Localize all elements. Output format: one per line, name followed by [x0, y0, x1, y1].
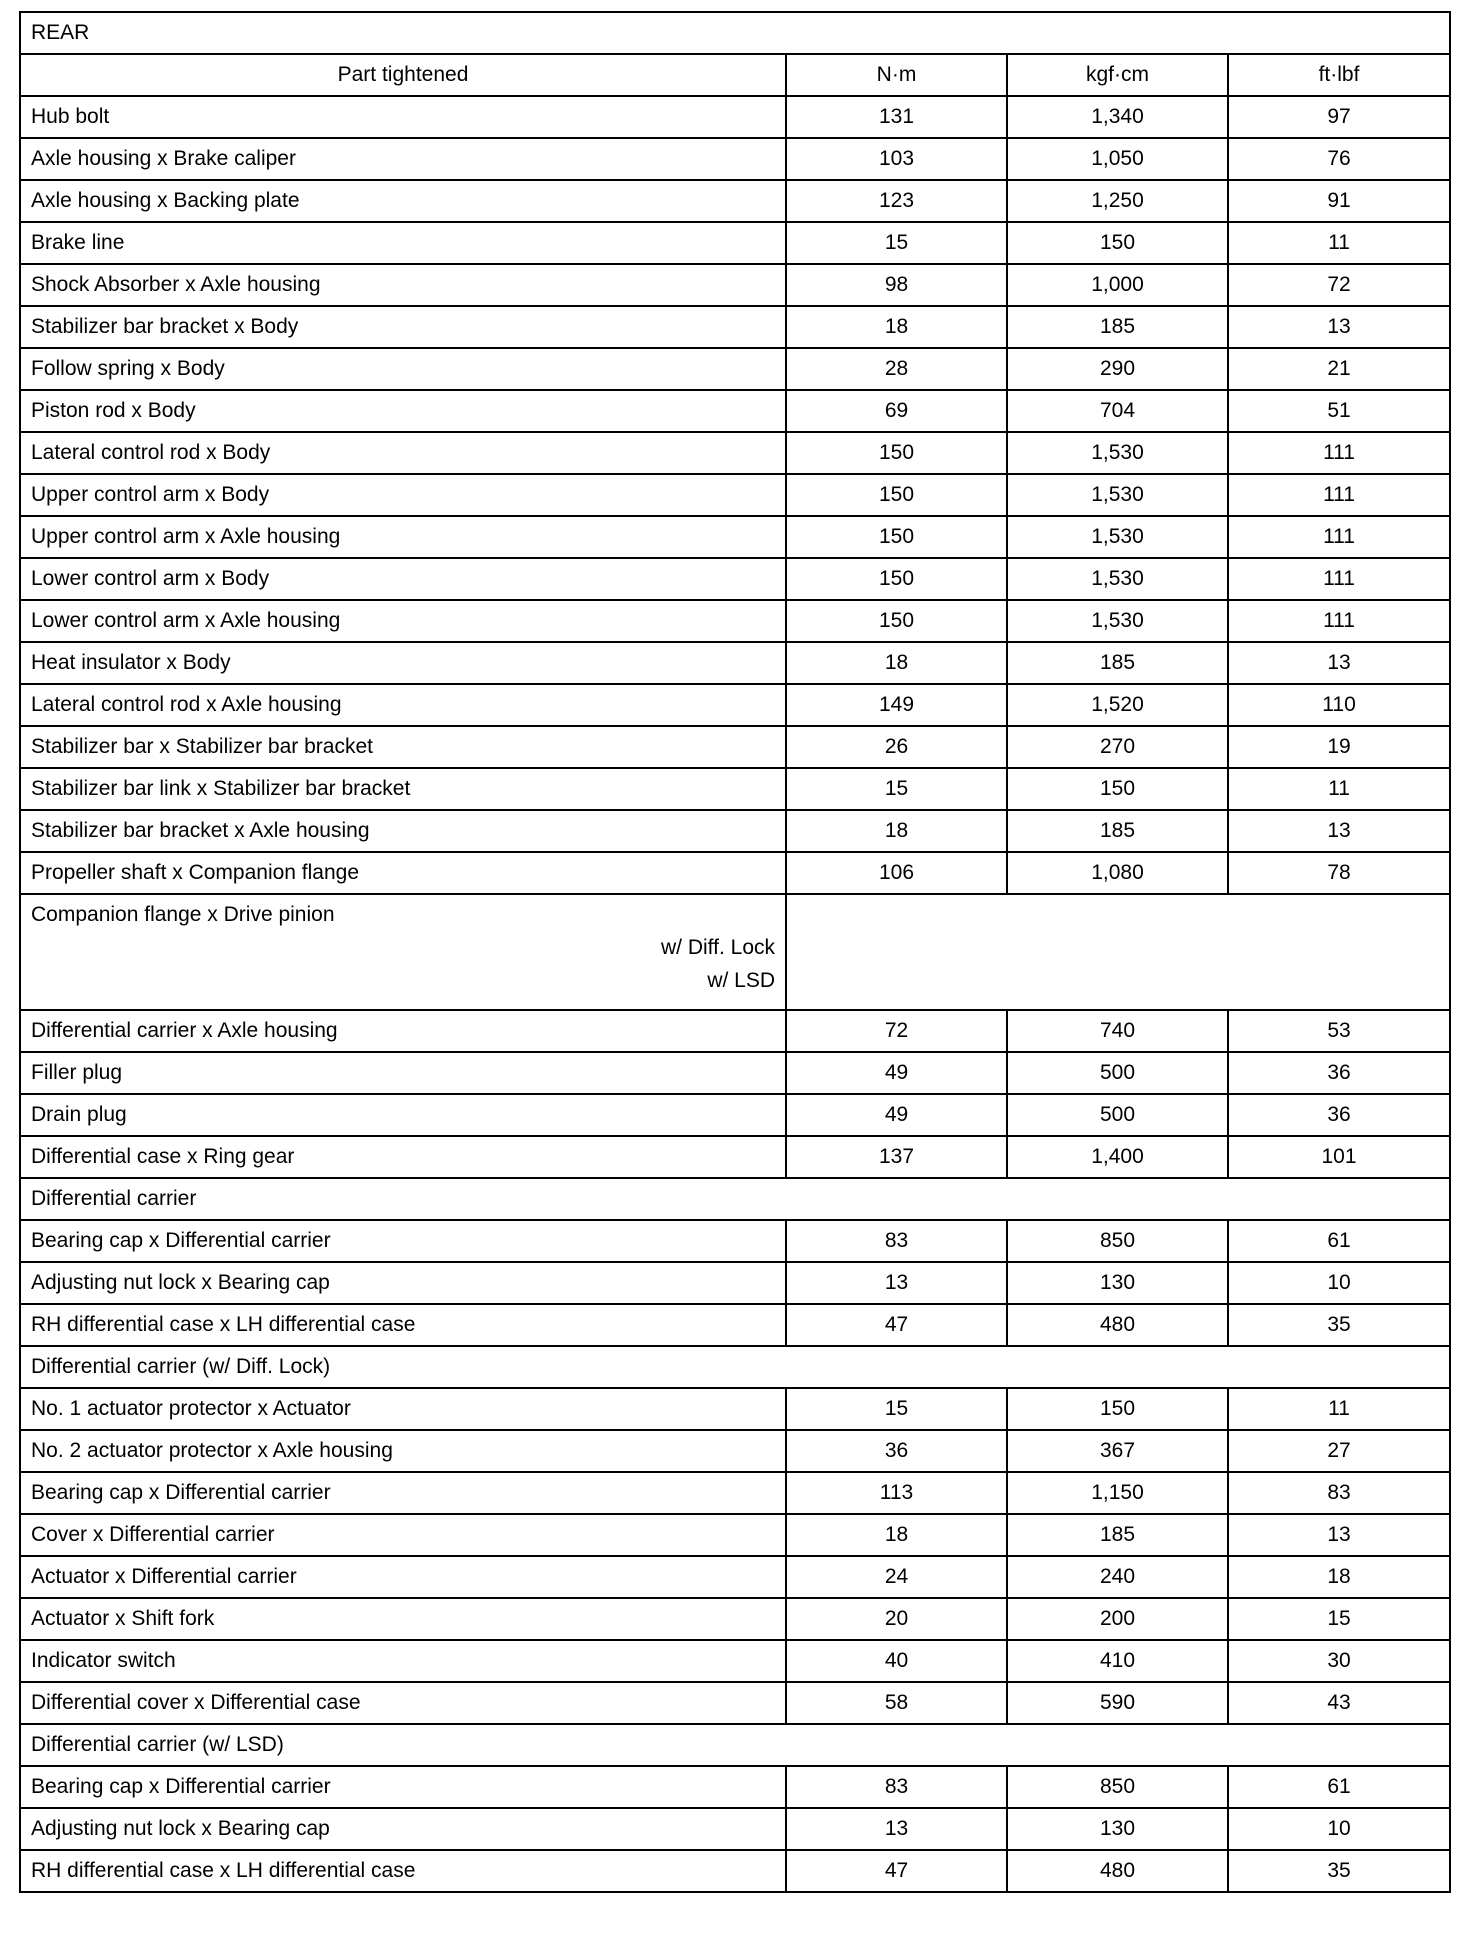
nm-cell: 98: [786, 264, 1007, 306]
nm-cell: 18: [786, 810, 1007, 852]
nm-cell: 131: [786, 96, 1007, 138]
part-cell: Lateral control rod x Body: [20, 432, 786, 474]
nm-cell: 137: [786, 1136, 1007, 1178]
part-cell: Lower control arm x Axle housing: [20, 600, 786, 642]
kgf-cm-cell: 1,400: [1007, 1136, 1228, 1178]
table-row: [20, 1556, 1450, 1598]
kgf-cm-cell: 1,530: [1007, 558, 1228, 600]
kgf-cm-cell: 1,050: [1007, 138, 1228, 180]
nm-cell: 72: [786, 1010, 1007, 1052]
table-row: [20, 642, 1450, 684]
part-cell: Hub bolt: [20, 96, 786, 138]
kgf-cm-cell: 185: [1007, 642, 1228, 684]
kgf-cm-cell: 150: [1007, 768, 1228, 810]
table-row: [20, 1808, 1450, 1850]
nm-cell: 103: [786, 138, 1007, 180]
part-cell: Stabilizer bar bracket x Body: [20, 306, 786, 348]
nm-cell: 40: [786, 1640, 1007, 1682]
kgf-cm-cell: 590: [1007, 1682, 1228, 1724]
ft-lbf-cell: 10: [1228, 1808, 1450, 1850]
part-cell: Upper control arm x Body: [20, 474, 786, 516]
part-cell: Stabilizer bar bracket x Axle housing: [20, 810, 786, 852]
kgf-cm-cell: 1,340: [1007, 96, 1228, 138]
nm-cell: 58: [786, 1682, 1007, 1724]
ft-lbf-cell: 30: [1228, 1640, 1450, 1682]
kgf-cm-cell: 240: [1007, 1556, 1228, 1598]
ft-lbf-cell: 36: [1228, 1094, 1450, 1136]
table-row: [20, 138, 1450, 180]
section-heading: Differential carrier (w/ LSD): [20, 1724, 1450, 1766]
part-cell: Actuator x Differential carrier: [20, 1556, 786, 1598]
ft-lbf-cell: 78: [1228, 852, 1450, 894]
part-cell: Propeller shaft x Companion flange: [20, 852, 786, 894]
table-row: [20, 1388, 1450, 1430]
table-row: [20, 1640, 1450, 1682]
part-cell: No. 2 actuator protector x Axle housing: [20, 1430, 786, 1472]
part-cell: Follow spring x Body: [20, 348, 786, 390]
table-row: [20, 768, 1450, 810]
ft-lbf-cell: 111: [1228, 474, 1450, 516]
table-row: [20, 1514, 1450, 1556]
table-row: [20, 516, 1450, 558]
kgf-cm-cell: 1,530: [1007, 600, 1228, 642]
ft-lbf-cell: 111: [1228, 432, 1450, 474]
table-row: [20, 1430, 1450, 1472]
nm-cell: 150: [786, 558, 1007, 600]
kgf-cm-cell: 290: [1007, 348, 1228, 390]
nm-cell: 106: [786, 852, 1007, 894]
kgf-cm-cell: 150: [1007, 1388, 1228, 1430]
ft-lbf-cell: 13: [1228, 810, 1450, 852]
ft-lbf-cell: 13: [1228, 306, 1450, 348]
nm-cell: 150: [786, 600, 1007, 642]
table-row: [20, 1094, 1450, 1136]
torque-table-body: [20, 12, 1450, 1892]
nm-cell: 47: [786, 1850, 1007, 1892]
kgf-cm-cell: 185: [1007, 810, 1228, 852]
part-cell: Drain plug: [20, 1094, 786, 1136]
nm-cell: 15: [786, 768, 1007, 810]
nm-cell: 18: [786, 642, 1007, 684]
part-cell: RH differential case x LH differential case: [20, 1850, 786, 1892]
nm-cell: 24: [786, 1556, 1007, 1598]
part-cell: Bearing cap x Differential carrier: [20, 1472, 786, 1514]
nm-cell: 47: [786, 1304, 1007, 1346]
ft-lbf-cell: 11: [1228, 222, 1450, 264]
kgf-cm-cell: 1,000: [1007, 264, 1228, 306]
ft-lbf-cell: 10: [1228, 1262, 1450, 1304]
section-row: [20, 1178, 1450, 1220]
ft-lbf-cell: 91: [1228, 180, 1450, 222]
nm-cell: 13: [786, 1808, 1007, 1850]
part-cell: Bearing cap x Differential carrier: [20, 1220, 786, 1262]
nm-cell: 15: [786, 222, 1007, 264]
ft-lbf-cell: 61: [1228, 1220, 1450, 1262]
ft-lbf-cell: 97: [1228, 96, 1450, 138]
ft-lbf-cell: 61: [1228, 1766, 1450, 1808]
nm-cell: 15: [786, 1388, 1007, 1430]
table-row: [20, 1766, 1450, 1808]
ft-lbf-cell: 18: [1228, 1556, 1450, 1598]
ft-lbf-cell: 35: [1228, 1304, 1450, 1346]
ft-lbf-cell: 110: [1228, 684, 1450, 726]
section-row: [20, 1724, 1450, 1766]
nm-cell: 28: [786, 348, 1007, 390]
part-cell: Cover x Differential carrier: [20, 1514, 786, 1556]
header-nm: N·m: [786, 54, 1007, 96]
nm-cell: 18: [786, 306, 1007, 348]
table-row: [20, 1598, 1450, 1640]
part-cell: Shock Absorber x Axle housing: [20, 264, 786, 306]
table-row: [20, 1472, 1450, 1514]
table-row: [20, 1682, 1450, 1724]
ft-lbf-cell: 72: [1228, 264, 1450, 306]
section-row: [20, 1346, 1450, 1388]
table-row: [20, 1304, 1450, 1346]
part-name: Companion flange x Drive pinion: [31, 903, 335, 926]
table-row: [20, 348, 1450, 390]
ft-lbf-cell: 21: [1228, 348, 1450, 390]
part-variant: w/ LSD: [707, 969, 775, 992]
kgf-cm-cell: 1,150: [1007, 1472, 1228, 1514]
table-row: [20, 1262, 1450, 1304]
part-variant: w/ Diff. Lock: [661, 936, 775, 959]
ft-lbf-cell: 76: [1228, 138, 1450, 180]
ft-lbf-cell: 53: [1228, 1010, 1450, 1052]
kgf-cm-cell: 1,530: [1007, 474, 1228, 516]
ft-lbf-cell: 36: [1228, 1052, 1450, 1094]
part-cell: No. 1 actuator protector x Actuator: [20, 1388, 786, 1430]
part-cell: Differential case x Ring gear: [20, 1136, 786, 1178]
nm-cell: 26: [786, 726, 1007, 768]
kgf-cm-cell: 1,250: [1007, 180, 1228, 222]
nm-cell: 113: [786, 1472, 1007, 1514]
table-row-multi: [20, 894, 1450, 1010]
nm-cell: 13: [786, 1262, 1007, 1304]
table-row: [20, 1052, 1450, 1094]
nm-cell: 36: [786, 1430, 1007, 1472]
part-cell: Bearing cap x Differential carrier: [20, 1766, 786, 1808]
nm-cell: 149: [786, 684, 1007, 726]
table-row: [20, 1010, 1450, 1052]
table-row: [20, 306, 1450, 348]
kgf-cm-cell: 150: [1007, 222, 1228, 264]
table-row: [20, 726, 1450, 768]
ft-lbf-cell: 27: [1228, 1430, 1450, 1472]
kgf-cm-cell: 1,530: [1007, 432, 1228, 474]
kgf-cm-cell: 500: [1007, 1094, 1228, 1136]
part-cell: Piston rod x Body: [20, 390, 786, 432]
part-cell: RH differential case x LH differential case: [20, 1304, 786, 1346]
kgf-cm-cell: 850: [1007, 1766, 1228, 1808]
ft-lbf-cell: 11: [1228, 768, 1450, 810]
part-cell: Differential cover x Differential case: [20, 1682, 786, 1724]
part-cell: Adjusting nut lock x Bearing cap: [20, 1262, 786, 1304]
table-row: [20, 432, 1450, 474]
nm-cell: 150: [786, 432, 1007, 474]
ft-lbf-cell: 83: [1228, 1472, 1450, 1514]
section-heading: Differential carrier: [20, 1178, 1450, 1220]
part-cell: Brake line: [20, 222, 786, 264]
part-cell: Indicator switch: [20, 1640, 786, 1682]
table-row: [20, 600, 1450, 642]
ft-lbf-cell: 19: [1228, 726, 1450, 768]
kgf-cm-cell: 740: [1007, 1010, 1228, 1052]
kgf-cm-cell: 200: [1007, 1598, 1228, 1640]
ft-lbf-cell: 111: [1228, 516, 1450, 558]
kgf-cm-cell: 1,530: [1007, 516, 1228, 558]
table-row: [20, 1136, 1450, 1178]
kgf-cm-cell: 850: [1007, 1220, 1228, 1262]
nm-cell: 150: [786, 516, 1007, 558]
part-cell: Axle housing x Backing plate: [20, 180, 786, 222]
ft-lbf-cell: 51: [1228, 390, 1450, 432]
nm-cell: 18: [786, 1514, 1007, 1556]
part-cell: Axle housing x Brake caliper: [20, 138, 786, 180]
header-kgf-cm: kgf·cm: [1007, 54, 1228, 96]
nm-cell: 83: [786, 1766, 1007, 1808]
nm-cell: 123: [786, 180, 1007, 222]
values-cell-empty: [786, 894, 1450, 1010]
torque-table: [19, 11, 1451, 1893]
ft-lbf-cell: 15: [1228, 1598, 1450, 1640]
kgf-cm-cell: 480: [1007, 1304, 1228, 1346]
nm-cell: 49: [786, 1052, 1007, 1094]
kgf-cm-cell: 130: [1007, 1808, 1228, 1850]
nm-cell: 69: [786, 390, 1007, 432]
nm-cell: 83: [786, 1220, 1007, 1262]
kgf-cm-cell: 480: [1007, 1850, 1228, 1892]
table-row: [20, 390, 1450, 432]
kgf-cm-cell: 185: [1007, 306, 1228, 348]
section-heading: Differential carrier (w/ Diff. Lock): [20, 1346, 1450, 1388]
ft-lbf-cell: 11: [1228, 1388, 1450, 1430]
kgf-cm-cell: 500: [1007, 1052, 1228, 1094]
kgf-cm-cell: 130: [1007, 1262, 1228, 1304]
part-cell: Filler plug: [20, 1052, 786, 1094]
nm-cell: 150: [786, 474, 1007, 516]
ft-lbf-cell: 43: [1228, 1682, 1450, 1724]
table-row: [20, 264, 1450, 306]
part-cell: Upper control arm x Axle housing: [20, 516, 786, 558]
table-row: [20, 180, 1450, 222]
header-ft-lbf: ft·lbf: [1228, 54, 1450, 96]
kgf-cm-cell: 1,520: [1007, 684, 1228, 726]
part-cell: Stabilizer bar x Stabilizer bar bracket: [20, 726, 786, 768]
title-row: [20, 12, 1450, 54]
header-part-tightened: Part tightened: [20, 54, 786, 96]
table-row: [20, 1220, 1450, 1262]
ft-lbf-cell: 111: [1228, 600, 1450, 642]
table-row: [20, 558, 1450, 600]
ft-lbf-cell: 13: [1228, 1514, 1450, 1556]
table-row: [20, 684, 1450, 726]
header-row: [20, 54, 1450, 96]
table-row: [20, 810, 1450, 852]
ft-lbf-cell: 13: [1228, 642, 1450, 684]
table-row: [20, 1850, 1450, 1892]
part-cell: Stabilizer bar link x Stabilizer bar bracket: [20, 768, 786, 810]
nm-cell: 49: [786, 1094, 1007, 1136]
table-row: [20, 474, 1450, 516]
table-row: [20, 852, 1450, 894]
part-cell: Lateral control rod x Axle housing: [20, 684, 786, 726]
part-cell: Heat insulator x Body: [20, 642, 786, 684]
ft-lbf-cell: 101: [1228, 1136, 1450, 1178]
torque-spec-sheet: [19, 11, 1449, 1893]
nm-cell: 20: [786, 1598, 1007, 1640]
ft-lbf-cell: 111: [1228, 558, 1450, 600]
kgf-cm-cell: 367: [1007, 1430, 1228, 1472]
part-cell: Actuator x Shift fork: [20, 1598, 786, 1640]
part-cell: Adjusting nut lock x Bearing cap: [20, 1808, 786, 1850]
ft-lbf-cell: 35: [1228, 1850, 1450, 1892]
part-cell: Differential carrier x Axle housing: [20, 1010, 786, 1052]
kgf-cm-cell: 704: [1007, 390, 1228, 432]
kgf-cm-cell: 270: [1007, 726, 1228, 768]
kgf-cm-cell: 1,080: [1007, 852, 1228, 894]
part-cell: Lower control arm x Body: [20, 558, 786, 600]
kgf-cm-cell: 185: [1007, 1514, 1228, 1556]
table-title: REAR: [20, 12, 1450, 54]
kgf-cm-cell: 410: [1007, 1640, 1228, 1682]
table-row: [20, 222, 1450, 264]
part-cell: [20, 894, 786, 1010]
table-row: [20, 96, 1450, 138]
